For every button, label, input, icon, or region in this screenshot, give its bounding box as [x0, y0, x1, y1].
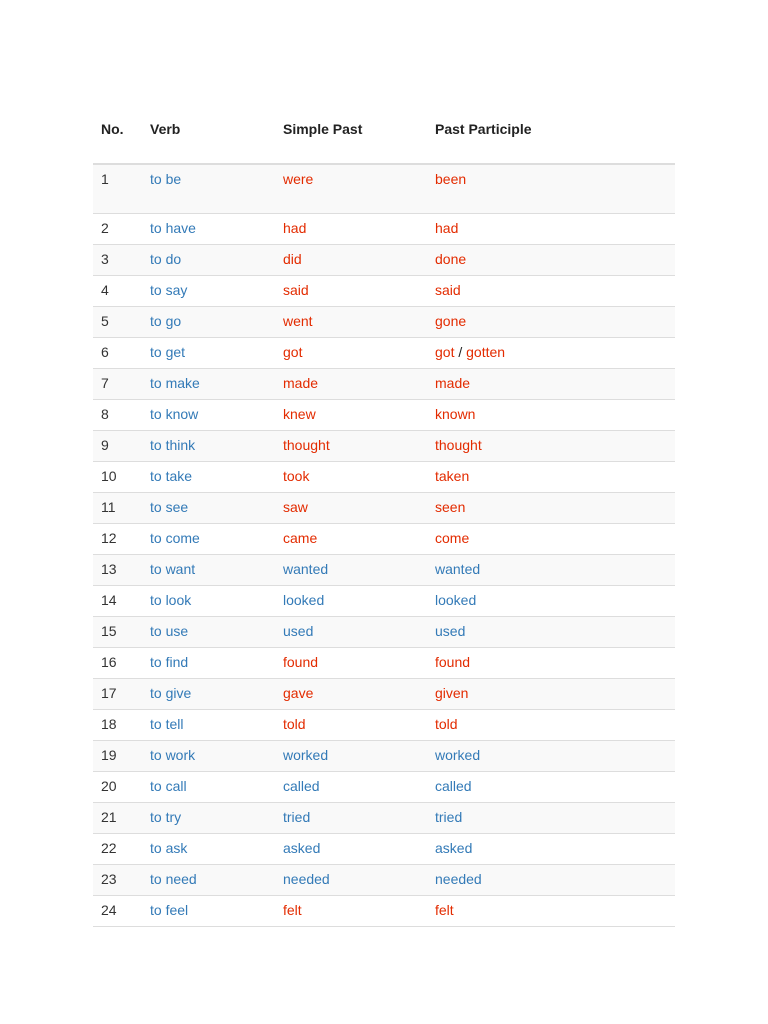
verb-link[interactable]: to try [150, 809, 182, 825]
simple-past-cell [275, 400, 427, 431]
verb-link[interactable]: to get [150, 344, 186, 360]
past-participle-form: given [435, 685, 469, 701]
past-participle-cell [427, 307, 675, 338]
verb-cell [142, 524, 275, 555]
simple-past-form: saw [283, 499, 308, 515]
past-participle-cell [427, 493, 675, 524]
simple-past-cell [275, 369, 427, 400]
verb-cell [142, 245, 275, 276]
row-number: 3 [93, 245, 142, 276]
table-row [93, 462, 675, 493]
simple-past-form: came [283, 530, 318, 546]
simple-past-form: made [283, 375, 319, 391]
table-row [93, 524, 675, 555]
past-participle-form: worked [435, 747, 481, 763]
verb-link[interactable]: to want [150, 561, 196, 577]
verb-link[interactable]: to work [150, 747, 196, 763]
row-number: 7 [93, 369, 142, 400]
past-participle-cell [427, 648, 675, 679]
verb-cell [142, 679, 275, 710]
table-row [93, 214, 675, 245]
simple-past-cell [275, 524, 427, 555]
past-participle-cell [427, 803, 675, 834]
verb-link[interactable]: to feel [150, 902, 189, 918]
verb-cell [142, 555, 275, 586]
row-number: 1 [93, 164, 142, 214]
verb-cell [142, 276, 275, 307]
verb-link[interactable]: to ask [150, 840, 188, 856]
simple-past-cell [275, 555, 427, 586]
simple-past-form: did [283, 251, 302, 267]
past-participle-form: made [435, 375, 471, 391]
row-number: 4 [93, 276, 142, 307]
verb-link[interactable]: to think [150, 437, 196, 453]
row-number: 5 [93, 307, 142, 338]
simple-past-form: had [283, 220, 307, 236]
simple-past-form: used [283, 623, 314, 639]
simple-past-form: needed [283, 871, 330, 887]
header-row [93, 110, 675, 164]
table-row [93, 369, 675, 400]
past-participle-cell [427, 462, 675, 493]
table-row [93, 338, 675, 369]
simple-past-form: tried [283, 809, 311, 825]
verb-cell [142, 493, 275, 524]
row-number: 9 [93, 431, 142, 462]
past-participle-form: asked [435, 840, 473, 856]
past-participle-cell [427, 338, 675, 369]
verb-link[interactable]: to come [150, 530, 200, 546]
past-participle-cell [427, 710, 675, 741]
past-participle-form: thought [435, 437, 482, 453]
row-number: 17 [93, 679, 142, 710]
past-participle-form: wanted [435, 561, 481, 577]
simple-past-form: told [283, 716, 306, 732]
verb-cell [142, 338, 275, 369]
verb-link[interactable]: to give [150, 685, 192, 701]
verb-link[interactable]: to take [150, 468, 193, 484]
participle-separator: / [454, 344, 467, 360]
verb-cell [142, 648, 275, 679]
simple-past-cell [275, 772, 427, 803]
past-participle-cell [427, 555, 675, 586]
table-body [93, 164, 675, 927]
past-participle-cell [427, 617, 675, 648]
simple-past-cell [275, 307, 427, 338]
row-number: 23 [93, 865, 142, 896]
simple-past-cell [275, 164, 427, 214]
verb-cell [142, 617, 275, 648]
verb-cell [142, 710, 275, 741]
verb-cell [142, 164, 275, 214]
simple-past-form: called [283, 778, 320, 794]
simple-past-form: wanted [283, 561, 329, 577]
simple-past-cell [275, 431, 427, 462]
past-participle-form: found [435, 654, 471, 670]
row-number: 24 [93, 896, 142, 927]
row-number: 11 [93, 493, 142, 524]
table-row [93, 865, 675, 896]
row-number: 12 [93, 524, 142, 555]
past-participle-form: needed [435, 871, 482, 887]
header-no: No. [93, 110, 142, 164]
simple-past-cell [275, 214, 427, 245]
past-participle-cell [427, 400, 675, 431]
table-row [93, 493, 675, 524]
simple-past-form: found [283, 654, 319, 670]
verb-link[interactable]: to know [150, 406, 199, 422]
row-number: 13 [93, 555, 142, 586]
past-participle-cell [427, 586, 675, 617]
verb-link[interactable]: to be [150, 171, 182, 187]
verb-cell [142, 400, 275, 431]
past-participle-cell [427, 865, 675, 896]
header-past-participle: Past Participle [427, 110, 675, 164]
verb-link[interactable]: to find [150, 654, 189, 670]
row-number: 6 [93, 338, 142, 369]
row-number: 14 [93, 586, 142, 617]
table-row [93, 834, 675, 865]
verb-cell [142, 803, 275, 834]
verb-link[interactable]: to do [150, 251, 182, 267]
simple-past-form: said [283, 282, 309, 298]
past-participle-form: done [435, 251, 467, 267]
table-row [93, 555, 675, 586]
simple-past-cell [275, 245, 427, 276]
table-header [93, 110, 675, 164]
past-participle-form: known [435, 406, 476, 422]
verb-link[interactable]: to look [150, 592, 192, 608]
table-row [93, 679, 675, 710]
past-participle-form: come [435, 530, 470, 546]
verb-cell [142, 772, 275, 803]
simple-past-cell [275, 462, 427, 493]
past-participle-form: gotten [466, 344, 506, 360]
row-number: 15 [93, 617, 142, 648]
simple-past-cell [275, 865, 427, 896]
verb-link[interactable]: to use [150, 623, 189, 639]
past-participle-cell [427, 276, 675, 307]
past-participle-cell [427, 834, 675, 865]
verb-cell [142, 741, 275, 772]
table-row [93, 710, 675, 741]
past-participle-cell [427, 896, 675, 927]
past-participle-form: been [435, 171, 467, 187]
past-participle-form: used [435, 623, 466, 639]
past-participle-cell [427, 524, 675, 555]
table-row [93, 648, 675, 679]
verb-link[interactable]: to have [150, 220, 196, 236]
simple-past-cell [275, 710, 427, 741]
past-participle-form: gone [435, 313, 467, 329]
header-simple-past: Simple Past [275, 110, 427, 164]
past-participle-form: looked [435, 592, 477, 608]
past-participle-cell [427, 741, 675, 772]
table-row [93, 803, 675, 834]
row-number: 21 [93, 803, 142, 834]
simple-past-cell [275, 617, 427, 648]
row-number: 8 [93, 400, 142, 431]
row-number: 19 [93, 741, 142, 772]
past-participle-form: felt [435, 902, 454, 918]
verb-cell [142, 865, 275, 896]
table-row [93, 741, 675, 772]
table-row [93, 245, 675, 276]
verb-link[interactable]: to make [150, 375, 200, 391]
table-row [93, 400, 675, 431]
simple-past-cell [275, 493, 427, 524]
verb-cell [142, 896, 275, 927]
verb-cell [142, 834, 275, 865]
verb-link[interactable]: to say [150, 282, 188, 298]
verb-link[interactable]: to tell [150, 716, 184, 732]
past-participle-cell [427, 772, 675, 803]
verb-cell [142, 462, 275, 493]
simple-past-form: knew [283, 406, 316, 422]
row-number: 10 [93, 462, 142, 493]
simple-past-form: were [283, 171, 314, 187]
simple-past-form: took [283, 468, 310, 484]
simple-past-form: asked [283, 840, 321, 856]
simple-past-form: got [283, 344, 303, 360]
past-participle-cell [427, 214, 675, 245]
row-number: 20 [93, 772, 142, 803]
verb-cell [142, 431, 275, 462]
verb-cell [142, 214, 275, 245]
table-row [93, 164, 675, 214]
verb-link[interactable]: to see [150, 499, 189, 515]
past-participle-form: seen [435, 499, 466, 515]
simple-past-form: felt [283, 902, 302, 918]
header-verb: Verb [142, 110, 275, 164]
table-row [93, 896, 675, 927]
simple-past-cell [275, 338, 427, 369]
row-number: 18 [93, 710, 142, 741]
past-participle-form: taken [435, 468, 470, 484]
verb-conjugation-table [93, 110, 675, 927]
past-participle-form: told [435, 716, 458, 732]
past-participle-form: called [435, 778, 472, 794]
simple-past-cell [275, 648, 427, 679]
verb-link[interactable]: to call [150, 778, 187, 794]
row-number: 2 [93, 214, 142, 245]
simple-past-cell [275, 276, 427, 307]
simple-past-cell [275, 803, 427, 834]
simple-past-form: went [283, 313, 313, 329]
row-number: 22 [93, 834, 142, 865]
table-row [93, 431, 675, 462]
verb-cell [142, 369, 275, 400]
simple-past-cell [275, 896, 427, 927]
past-participle-form: got [435, 344, 455, 360]
past-participle-form: said [435, 282, 461, 298]
simple-past-cell [275, 741, 427, 772]
simple-past-form: thought [283, 437, 330, 453]
past-participle-cell [427, 431, 675, 462]
table-row [93, 586, 675, 617]
simple-past-cell [275, 834, 427, 865]
simple-past-cell [275, 586, 427, 617]
past-participle-cell [427, 369, 675, 400]
simple-past-cell [275, 679, 427, 710]
verb-cell [142, 586, 275, 617]
table-row [93, 276, 675, 307]
verb-link[interactable]: to go [150, 313, 182, 329]
past-participle-cell [427, 245, 675, 276]
verb-cell [142, 307, 275, 338]
simple-past-form: looked [283, 592, 325, 608]
past-participle-cell [427, 679, 675, 710]
past-participle-cell [427, 164, 675, 214]
table-row [93, 772, 675, 803]
table-row [93, 307, 675, 338]
past-participle-form: tried [435, 809, 463, 825]
simple-past-form: worked [283, 747, 329, 763]
verb-link[interactable]: to need [150, 871, 197, 887]
table-row [93, 617, 675, 648]
past-participle-form: had [435, 220, 459, 236]
row-number: 16 [93, 648, 142, 679]
simple-past-form: gave [283, 685, 314, 701]
